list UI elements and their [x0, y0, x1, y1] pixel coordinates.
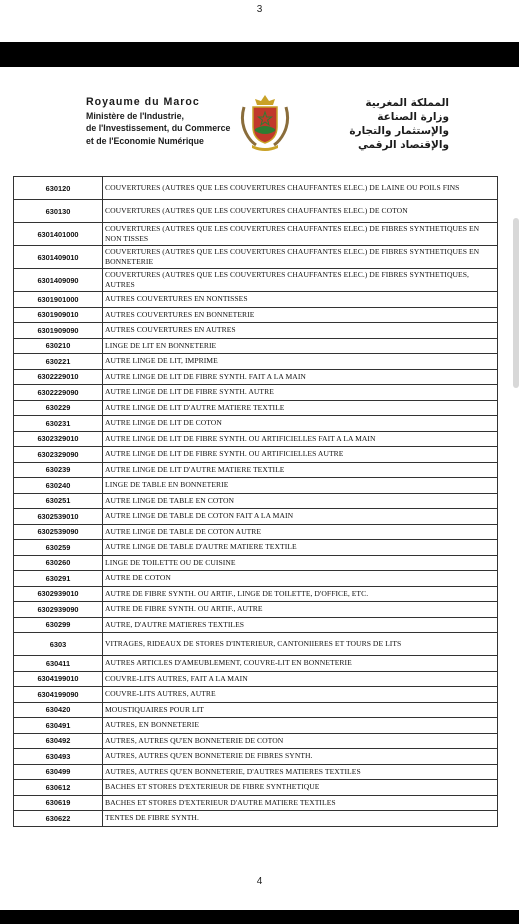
tariff-code-cell: 630299 — [14, 617, 103, 633]
table-row — [14, 571, 498, 587]
tariff-code-cell: 6302539090 — [14, 524, 103, 540]
tariff-code-cell: 630259 — [14, 540, 103, 556]
tariff-code-cell: 630229 — [14, 400, 103, 416]
table-row — [14, 687, 498, 703]
tariff-code-cell: 630499 — [14, 764, 103, 780]
scrollbar[interactable] — [513, 218, 519, 388]
table-row — [14, 718, 498, 734]
tariff-code-cell: 630612 — [14, 780, 103, 796]
description-cell: COUVERTURES (AUTRES QUE LES COUVERTURES CHAUFFANTES ELEC.) DE FIBRES SYNTHETIQUES EN BONNETERIE — [103, 246, 498, 269]
tariff-code-cell: 630240 — [14, 478, 103, 494]
table-row — [14, 447, 498, 463]
table-row — [14, 617, 498, 633]
tariff-code-cell: 630251 — [14, 493, 103, 509]
description-cell: AUTRE DE FIBRE SYNTH. OU ARTIF., LINGE DE TOILETTE, D'OFFICE, ETC. — [103, 586, 498, 602]
tariff-code-cell: 630491 — [14, 718, 103, 734]
tariff-code-cell: 630492 — [14, 733, 103, 749]
table-row — [14, 780, 498, 796]
description-cell: AUTRES COUVERTURES EN BONNETERIE — [103, 307, 498, 323]
table-row — [14, 478, 498, 494]
description-cell: AUTRES, AUTRES QU'EN BONNETERIE DE FIBRES SYNTH. — [103, 749, 498, 765]
tariff-code-cell: 6304199010 — [14, 671, 103, 687]
table-row — [14, 493, 498, 509]
letterhead-arabic — [349, 96, 449, 152]
table-row — [14, 656, 498, 672]
table-row — [14, 811, 498, 827]
description-cell: COUVRE-LITS AUTRES, FAIT A LA MAIN — [103, 671, 498, 687]
table-row — [14, 462, 498, 478]
description-cell: AUTRE LINGE DE LIT DE COTON — [103, 416, 498, 432]
description-cell: AUTRES, AUTRES QU'EN BONNETERIE DE COTON — [103, 733, 498, 749]
description-cell: AUTRE LINGE DE TABLE DE COTON AUTRE — [103, 524, 498, 540]
tariff-code-cell: 630239 — [14, 462, 103, 478]
tariff-code-cell: 6301401000 — [14, 223, 103, 246]
description-cell: AUTRES ARTICLES D'AMEUBLEMENT, COUVRE-LIT EN BONNETERIE — [103, 656, 498, 672]
table-row — [14, 177, 498, 200]
description-cell: AUTRE LINGE DE LIT D'AUTRE MATIERE TEXTILE — [103, 400, 498, 416]
tariff-code-cell: 630622 — [14, 811, 103, 827]
tariff-code-cell: 630120 — [14, 177, 103, 200]
letterhead-ar-line: وزارة الصناعة — [377, 111, 449, 123]
coat-of-arms-icon — [238, 93, 292, 153]
description-cell: COUVERTURES (AUTRES QUE LES COUVERTURES CHAUFFANTES ELEC.) DE FIBRES SYNTHETIQUES EN NON TISSES — [103, 223, 498, 246]
tariff-code-cell: 6302939010 — [14, 586, 103, 602]
tariff-code-cell: 6302229010 — [14, 369, 103, 385]
tariff-code-cell: 6301409010 — [14, 246, 103, 269]
table-row — [14, 733, 498, 749]
tariff-code-cell: 6301409090 — [14, 269, 103, 292]
description-cell: BACHES ET STORES D'EXTERIEUR DE FIBRE SYNTHETIQUE — [103, 780, 498, 796]
description-cell: LINGE DE TOILETTE OU DE CUISINE — [103, 555, 498, 571]
table-row — [14, 246, 498, 269]
description-cell: AUTRE, D'AUTRE MATIERES TEXTILES — [103, 617, 498, 633]
description-cell: AUTRE LINGE DE TABLE EN COTON — [103, 493, 498, 509]
table-row — [14, 416, 498, 432]
letterhead-ar-line: والإقتصاد الرقمي — [357, 139, 449, 151]
description-cell: AUTRE LINGE DE LIT DE FIBRE SYNTH. OU ARTIFICIELLES AUTRE — [103, 447, 498, 463]
page-number-bottom: 4 — [256, 876, 263, 887]
letterhead-french — [86, 96, 230, 147]
table-row — [14, 524, 498, 540]
description-cell: AUTRES COUVERTURES EN NONTISSES — [103, 292, 498, 308]
tariff-code-cell: 630221 — [14, 354, 103, 370]
tariff-code-cell: 630130 — [14, 200, 103, 223]
table-row — [14, 586, 498, 602]
description-cell: AUTRES, EN BONNETERIE — [103, 718, 498, 734]
tariff-code-cell: 630231 — [14, 416, 103, 432]
table-row — [14, 509, 498, 525]
description-cell: MOUSTIQUAIRES POUR LIT — [103, 702, 498, 718]
table-row — [14, 338, 498, 354]
tariff-code-cell: 630260 — [14, 555, 103, 571]
tariff-code-cell: 630493 — [14, 749, 103, 765]
description-cell: AUTRE LINGE DE TABLE DE COTON FAIT A LA MAIN — [103, 509, 498, 525]
table-row — [14, 764, 498, 780]
tariff-code-cell: 6303 — [14, 633, 103, 656]
table-row — [14, 369, 498, 385]
description-cell: AUTRES COUVERTURES EN AUTRES — [103, 323, 498, 339]
tariff-code-cell: 6302939090 — [14, 602, 103, 618]
letterhead-fr-line: Royaume du Maroc — [86, 96, 200, 108]
letterhead-ar-line: المملكة المغربية — [365, 97, 449, 109]
description-cell: AUTRE LINGE DE LIT DE FIBRE SYNTH. AUTRE — [103, 385, 498, 401]
description-cell: AUTRE LINGE DE LIT DE FIBRE SYNTH. OU ARTIFICIELLES FAIT A LA MAIN — [103, 431, 498, 447]
description-cell: AUTRE DE COTON — [103, 571, 498, 587]
tariff-code-cell: 6304199090 — [14, 687, 103, 703]
description-cell: AUTRES, AUTRES QU'EN BONNETERIE, D'AUTRES MATIERES TEXTILES — [103, 764, 498, 780]
tariff-code-cell: 6302329090 — [14, 447, 103, 463]
letterhead-ar-line: والإستثمار والتجارة — [349, 125, 449, 137]
tariff-code-cell: 6301901000 — [14, 292, 103, 308]
table-row — [14, 400, 498, 416]
page-number-top: 3 — [256, 4, 263, 15]
tariff-table-body — [14, 177, 498, 827]
description-cell: VITRAGES, RIDEAUX DE STORES D'INTERIEUR, CANTONIIERES ET TOURS DE LITS — [103, 633, 498, 656]
table-row — [14, 795, 498, 811]
table-row — [14, 292, 498, 308]
letterhead — [0, 93, 519, 155]
description-cell: COUVERTURES (AUTRES QUE LES COUVERTURES CHAUFFANTES ELEC.) DE FIBRES SYNTHETIQUES, AUTRES — [103, 269, 498, 292]
table-row — [14, 602, 498, 618]
description-cell: COUVERTURES (AUTRES QUE LES COUVERTURES CHAUFFANTES ELEC.) DE COTON — [103, 200, 498, 223]
table-row — [14, 633, 498, 656]
top-black-bar — [0, 42, 519, 67]
tariff-code-cell: 630210 — [14, 338, 103, 354]
description-cell: COUVRE-LITS AUTRES, AUTRE — [103, 687, 498, 703]
description-cell: BACHES ET STORES D'EXTERIEUR D'AUTRE MATIERE TEXTILES — [103, 795, 498, 811]
table-row — [14, 385, 498, 401]
tariff-code-cell: 6302539010 — [14, 509, 103, 525]
table-row — [14, 671, 498, 687]
description-cell: AUTRE DE FIBRE SYNTH. OU ARTIF., AUTRE — [103, 602, 498, 618]
table-row — [14, 200, 498, 223]
letterhead-fr-line: Ministère de l'Industrie, — [86, 110, 184, 121]
tariff-code-cell: 6302229090 — [14, 385, 103, 401]
description-cell: LINGE DE TABLE EN BONNETERIE — [103, 478, 498, 494]
bottom-black-bar — [0, 910, 519, 924]
tariff-code-cell: 630411 — [14, 656, 103, 672]
description-cell: AUTRE LINGE DE TABLE D'AUTRE MATIERE TEXTILE — [103, 540, 498, 556]
table-row — [14, 354, 498, 370]
letterhead-fr-line: de l'Investissement, du Commerce — [86, 123, 231, 133]
description-cell: COUVERTURES (AUTRES QUE LES COUVERTURES CHAUFFANTES ELEC.) DE LAINE OU POILS FINS — [103, 177, 498, 200]
tariff-table-container — [13, 176, 498, 827]
tariff-code-cell: 6302329010 — [14, 431, 103, 447]
tariff-code-cell: 6301909090 — [14, 323, 103, 339]
tariff-code-cell: 6301909010 — [14, 307, 103, 323]
letterhead-fr-line: et de l'Economie Numérique — [86, 135, 204, 146]
table-row — [14, 702, 498, 718]
description-cell: TENTES DE FIBRE SYNTH. — [103, 811, 498, 827]
description-cell: LINGE DE LIT EN BONNETERIE — [103, 338, 498, 354]
description-cell: AUTRE LINGE DE LIT D'AUTRE MATIERE TEXTILE — [103, 462, 498, 478]
table-row — [14, 323, 498, 339]
tariff-code-cell: 630420 — [14, 702, 103, 718]
tariff-code-cell: 630619 — [14, 795, 103, 811]
tariff-code-cell: 630291 — [14, 571, 103, 587]
table-row — [14, 540, 498, 556]
description-cell: AUTRE LINGE DE LIT, IMPRIME — [103, 354, 498, 370]
table-row — [14, 555, 498, 571]
tariff-table — [13, 176, 498, 827]
table-row — [14, 307, 498, 323]
description-cell: AUTRE LINGE DE LIT DE FIBRE SYNTH. FAIT A LA MAIN — [103, 369, 498, 385]
table-row — [14, 431, 498, 447]
table-row — [14, 223, 498, 246]
table-row — [14, 749, 498, 765]
table-row — [14, 269, 498, 292]
